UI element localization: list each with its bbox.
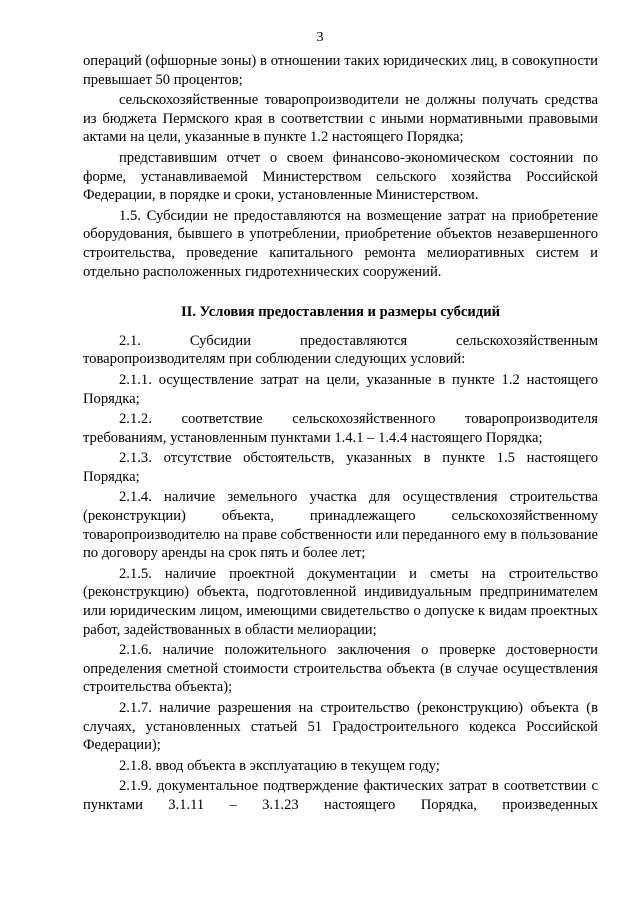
paragraph: 2.1.1. осуществление затрат на цели, указанные в пункте 1.2 настоящего Порядка; (83, 371, 598, 407)
section-title: II. Условия предоставления и размеры субсидий (180, 304, 501, 321)
paragraph: 2.1.9. документальное подтверждение фактических затрат в соответствии с пунктами 3.1.11 – 3.1.23 настоящего Порядка, произведенных (83, 778, 598, 813)
document-body (83, 52, 598, 817)
paragraph: 1.5. Субсидии не предоставляются на возмещение затрат на приобретение оборудования, бывшего в употреблении, приобретение объектов незавершенного строительства, проведение капитального ремонта мелиоративных систем и отдельно расположенных гидротехнических сооружений. (83, 207, 598, 280)
paragraph: 2.1.8. ввод объекта в эксплуатацию в текущем году; (119, 757, 440, 774)
paragraph: сельскохозяйственные товаропроизводители не должны получать средства из бюджета Пермского края в соответствии с иными нормативными правовыми актами на цели, указанные в пункте 1.2 настоящего Порядка; (83, 92, 598, 146)
paragraph: 2.1.7. наличие разрешения на строительство (реконструкцию) объекта (в случаях, установленных статьей 51 Градостроительного кодекса Российской Федерации); (83, 700, 598, 754)
paragraph: 2.1.6. наличие положительного заключения о проверке достоверности определения сметной стоимости строительства объекта (в случае осуществления строительства объекта); (83, 642, 598, 696)
page-number: 3 (316, 30, 324, 45)
paragraph: 2.1.5. наличие проектной документации и сметы на строительство (реконструкцию) объекта, подготовленной индивидуальным предпринимателем или юридическим лицом, имеющими свидетельство о допуске к видам проектных работ, задействованных в области мелиорации; (83, 565, 598, 638)
paragraph: операций (офшорные зоны) в отношении таких юридических лиц, в совокупности превышает 50 процентов; (83, 53, 598, 88)
paragraph: 2.1.4. наличие земельного участка для осуществления строительства (реконструкции) объекта, принадлежащего сельскохозяйственному товаропроизводителю на праве собственности или переданного ему в пользование по договору аренды на срок пять и более лет; (83, 489, 598, 562)
paragraph: представившим отчет о своем финансово-экономическом состоянии по форме, устанавливаемой Министерством сельского хозяйства Российской Федерации, в порядке и сроки, установленные Министерством. (83, 149, 598, 204)
paragraph: 2.1.2. соответствие сельскохозяйственного товаропроизводителя требованиям, установленным пунктами 1.4.1 – 1.4.4 настоящего Порядка; (83, 411, 598, 446)
paragraph: 2.1. Субсидии предоставляются сельскохозяйственным товаропроизводителям при соблюдении следующих условий: (83, 332, 598, 368)
paragraph: 2.1.3. отсутствие обстоятельств, указанных в пункте 1.5 настоящего Порядка; (83, 450, 598, 485)
